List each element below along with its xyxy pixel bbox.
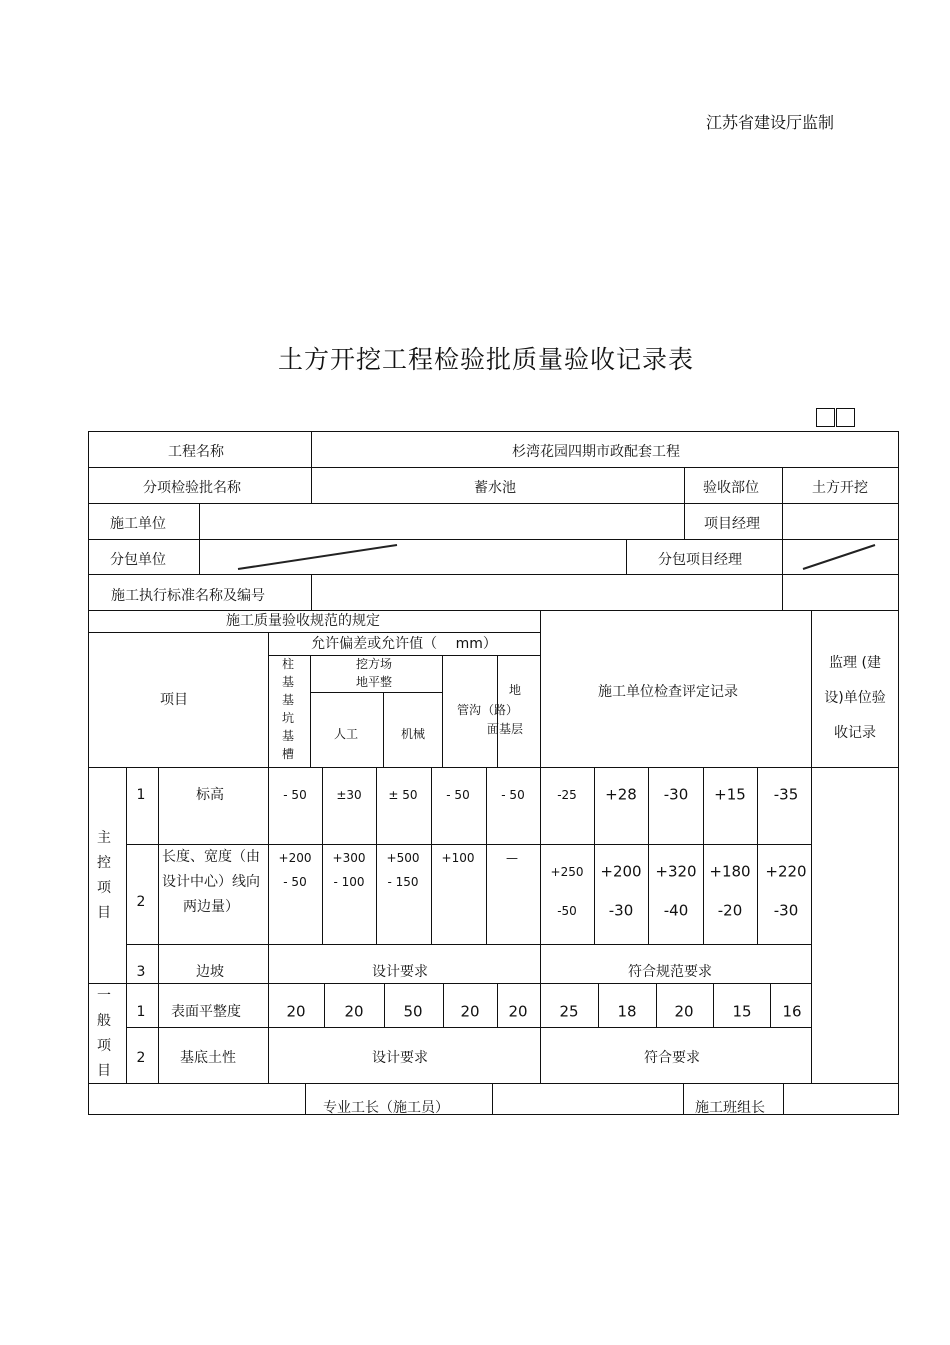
measured-cell[interactable]: -30 [663, 785, 689, 804]
measured-cell[interactable]: 18 [617, 1002, 637, 1021]
tolerance-cell: 20 [508, 1002, 528, 1021]
supervisor-note: 江苏省建设厅监制 [706, 113, 835, 132]
spec-requirement: 设计要求 [372, 1050, 428, 1066]
tolerance-cell: +300 [332, 851, 366, 865]
measured-cell[interactable]: +320 [655, 862, 697, 881]
project-name-value[interactable]: 杉湾花园四期市政配套工程 [512, 444, 680, 460]
tolerance-cell: ±30 [336, 788, 362, 802]
measured-cell[interactable]: -30 [608, 901, 634, 920]
batch-name-label: 分项检验批名称 [143, 480, 241, 496]
tolerance-cell: +500 [386, 851, 420, 865]
sub-pm-label: 分包项目经理 [658, 552, 742, 568]
tolerance-header: 允许偏差或允许值（ mm） [311, 636, 497, 652]
spec-requirement: 设计要求 [372, 964, 428, 980]
project-name-label: 工程名称 [168, 444, 224, 460]
foreman-label: 专业工长（施工员） [323, 1100, 449, 1116]
measured-cell[interactable]: +220 [765, 862, 807, 881]
check-result[interactable]: 符合要求 [644, 1050, 700, 1066]
tolerance-cell: +200 [278, 851, 312, 865]
strike-line [803, 545, 875, 569]
spec-header: 施工质量验收规范的规定 [226, 613, 380, 629]
row-no: 3 [136, 964, 146, 980]
col-trench: 管沟 [456, 703, 482, 717]
col-pit: 柱基基坑基槽 [281, 657, 294, 761]
page-title: 土方开挖工程检验批质量验收记录表 [277, 345, 694, 374]
tolerance-cell: 50 [403, 1002, 423, 1021]
col-machine: 机械 [400, 727, 426, 741]
measured-cell[interactable]: 15 [732, 1002, 752, 1021]
row-no: 2 [136, 894, 146, 910]
measured-cell[interactable]: 16 [782, 1002, 802, 1021]
measured-cell[interactable]: -25 [557, 788, 577, 802]
tolerance-cell: - 50 [283, 788, 307, 802]
tolerance-cell: 20 [344, 1002, 364, 1021]
row-no: 1 [136, 1004, 146, 1020]
col-road-3: 面基层 [486, 722, 524, 736]
supervisor-accept-header: 监理 (建设)单位验收记录 [824, 655, 886, 741]
row-name: 表面平整度 [171, 1004, 241, 1020]
main-group-label: 主控项目 [97, 830, 111, 921]
tolerance-cell: - 50 [283, 875, 307, 889]
row-no: 2 [136, 1050, 146, 1066]
tolerance-cell: +100 [441, 851, 475, 865]
tolerance-cell: ± 50 [388, 788, 418, 802]
row-name: 长度、宽度（由设计中心）线向两边量） [162, 849, 260, 915]
tolerance-cell: - 50 [446, 788, 470, 802]
check-result[interactable]: 符合规范要求 [628, 964, 712, 980]
measured-cell[interactable]: 25 [559, 1002, 579, 1021]
tolerance-cell: - 50 [501, 788, 525, 802]
team-leader-label: 施工班组长 [695, 1100, 765, 1116]
measured-cell[interactable]: -40 [663, 901, 689, 920]
measured-cell[interactable]: +15 [714, 785, 746, 804]
strike-line [238, 545, 397, 569]
row-name: 基底土性 [180, 1050, 236, 1066]
measured-cell[interactable]: +28 [605, 785, 637, 804]
measured-cell[interactable]: +180 [709, 862, 751, 881]
tolerance-cell: - 150 [387, 875, 419, 889]
subcontractor-label: 分包单位 [110, 552, 166, 568]
tolerance-cell: — [506, 851, 518, 865]
contractor-check-header: 施工单位检查评定记录 [598, 684, 738, 700]
pm-label: 项目经理 [704, 516, 760, 532]
row-name: 边坡 [196, 964, 224, 980]
tolerance-cell: 20 [286, 1002, 306, 1021]
measured-cell[interactable]: +250 [550, 865, 584, 879]
col-road-1: 地 [508, 683, 522, 697]
tolerance-cell: - 100 [333, 875, 365, 889]
col-manual: 人工 [333, 727, 359, 741]
batch-name-value[interactable]: 蓄水池 [474, 480, 516, 496]
measured-cell[interactable]: 20 [674, 1002, 694, 1021]
item-header: 项目 [160, 692, 188, 708]
row-name: 标高 [196, 787, 224, 803]
accept-part-value[interactable]: 土方开挖 [812, 480, 868, 496]
col-road-2: （路） [481, 703, 519, 717]
measured-cell[interactable]: +200 [600, 862, 642, 881]
accept-part-label: 验收部位 [703, 480, 759, 496]
row-no: 1 [136, 787, 146, 803]
general-group-label: 一般项目 [97, 988, 111, 1079]
measured-cell[interactable]: -30 [773, 901, 799, 920]
contractor-label: 施工单位 [110, 516, 166, 532]
measured-cell[interactable]: -35 [773, 785, 799, 804]
col-leveling: 挖方场地平整 [355, 657, 392, 689]
tolerance-cell: 20 [460, 1002, 480, 1021]
measured-cell[interactable]: -20 [717, 901, 743, 920]
standard-label: 施工执行标准名称及编号 [111, 588, 265, 604]
measured-cell[interactable]: -50 [557, 904, 577, 918]
